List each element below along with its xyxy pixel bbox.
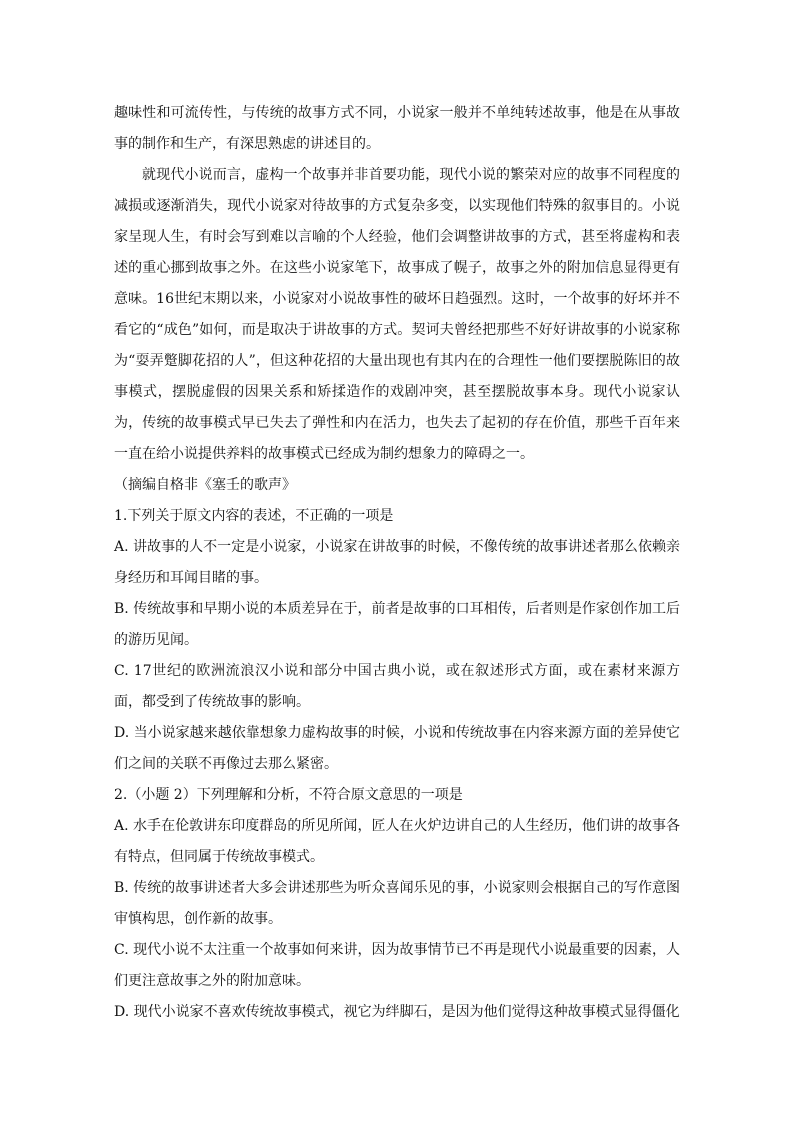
question-stem: 2.（小题 2）下列理解和分析，不符合原文意思的一项是: [114, 787, 463, 803]
passage-source: （摘编自格非《塞壬的歌声》: [114, 477, 296, 493]
option-a: A. 讲故事的人不一定是小说家，小说家在讲故事的时候，不像传统的故事讲述者那么依赖亲身经历和耳闻目睹的事。: [114, 539, 680, 586]
option-d: D. 当小说家越来越依靠想象力虚构故事的时候，小说和传统故事在内容来源方面的差异使它们之间的关联不再像过去那么紧密。: [114, 725, 680, 772]
option-b: B. 传统故事和早期小说的本质差异在于，前者是故事的口耳相传，后者则是作家创作加工后的游历见闻。: [114, 601, 680, 648]
question-stem: 1.下列关于原文内容的表述，不正确的一项是: [114, 508, 394, 524]
question-2: [114, 780, 680, 1028]
option-a: A. 水手在伦敦讲东印度群岛的所见所闻，匠人在火炉边讲自己的人生经历，他们讲的故事各有特点，但同属于传统故事模式。: [114, 818, 680, 865]
option-d: D. 现代小说家不喜欢传统故事模式，视它为绊脚石，是因为他们觉得这种故事模式显得僵化: [114, 1004, 680, 1020]
option-c: C. 现代小说不太注重一个故事如何来讲，因为故事情节已不再是现代小说最重要的因素，人们更注意故事之外的附加意味。: [114, 942, 680, 989]
passage-paragraph-continued: 趣味性和可流传性，与传统的故事方式不同，小说家一般并不单纯转述故事，他是在从事故事的制作和生产，有深思熟虑的讲述目的。: [114, 105, 680, 152]
option-b: B. 传统的故事讲述者大多会讲述那些为听众喜闻乐见的事，小说家则会根据自己的写作意图审慎构思，创作新的故事。: [114, 880, 680, 927]
question-1: [114, 501, 680, 780]
document-page: [114, 98, 680, 1028]
passage-paragraph: 就现代小说而言，虚构一个故事并非首要功能，现代小说的繁荣对应的故事不同程度的减损或逐渐消失，现代小说家对待故事的方式复杂多变，以实现他们特殊的叙事目的。小说家呈现人生，有时会写到难以言喻的个人经验，他们会调整讲故事的方式，甚至将虚构和表述的重心挪到故事之外。在这些小说家笔下，故事成了幌子，故事之外的附加信息显得更有意味。16世纪末期以来，小说家对小说故事性的破坏日趋强烈。这时，一个故事的好坏并不看它的“成色”如何，而是取决于讲故事的方式。契诃夫曾经把那些不好好讲故事的小说家称为“耍弄蹩脚花招的人”，但这种花招的大量出现也有其内在的合理性一他们要摆脱陈旧的故事模式，摆脱虚假的因果关系和矫揉造作的戏剧冲突，甚至摆脱故事本身。现代小说家认为，传统的故事模式早已失去了弹性和内在活力，也失去了起初的存在价值，那些千百年来一直在给小说提供养料的故事模式已经成为制约想象力的障碍之一。: [114, 167, 680, 462]
option-c: C. 17世纪的欧洲流浪汉小说和部分中国古典小说，或在叙述形式方面，或在素材来源方面，都受到了传统故事的影响。: [114, 663, 680, 710]
